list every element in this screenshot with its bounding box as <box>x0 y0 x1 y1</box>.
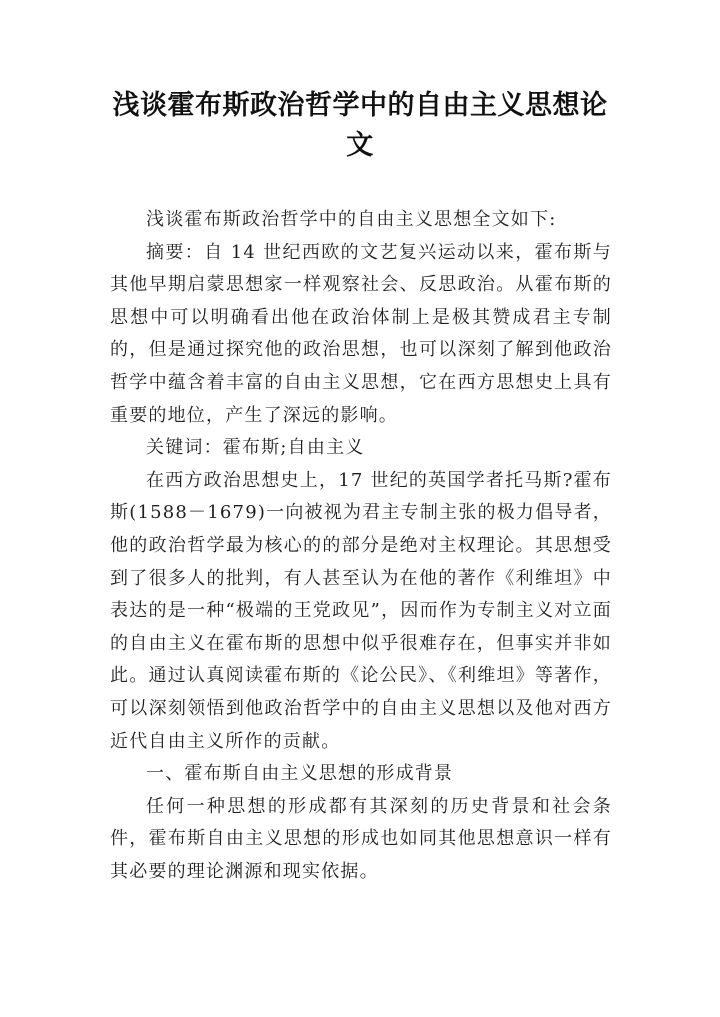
keywords-paragraph: 关键词：霍布斯;自由主义 <box>146 437 365 459</box>
document-title: 浅谈霍布斯政治哲学中的自由主义思想论文 <box>112 90 608 161</box>
section-heading: 一、霍布斯自由主义思想的形成背景 <box>146 763 454 785</box>
abstract-paragraph: 摘要：自 14 世纪西欧的文艺复兴运动以来，霍布斯与其他早期启蒙思想家一样观察社会、反思政治。从霍布斯的思想中可以明确看出他在政治体制上是极其赞成君主专制的，但是通过探究他的政治思想，也可以深刻了解到他政治哲学中蕴含着丰富的自由主义思想，它在西方思想史上具有重要的地位，产生了深远的影响。 <box>110 241 612 426</box>
body-paragraph: 在西方政治思想史上，17 世纪的英国学者托马斯?霍布斯(1588－1679)一向被视为君主专制主张的极力倡导者，他的政治哲学最为核心的的部分是绝对主权理论。其思想受到了很多人的批判，有人甚至认为在他的著作《利维坦》中表达的是一种“极端的王党政见”，因而作为专制主义对立面的自由主义在霍布斯的思想中似乎很难存在，但事实并非如此。通过认真阅读霍布斯的《论公民》、《利维坦》等著作，可以深刻领悟到他政治哲学中的自由主义思想以及他对西方近代自由主义所作的贡献。 <box>110 469 612 752</box>
body-paragraph: 任何一种思想的形成都有其深刻的历史背景和社会条件，霍布斯自由主义思想的形成也如同其他思想意识一样有其必要的理论渊源和现实依据。 <box>110 795 612 882</box>
intro-paragraph: 浅谈霍布斯政治哲学中的自由主义思想全文如下: <box>146 209 557 230</box>
document-body <box>110 204 612 888</box>
